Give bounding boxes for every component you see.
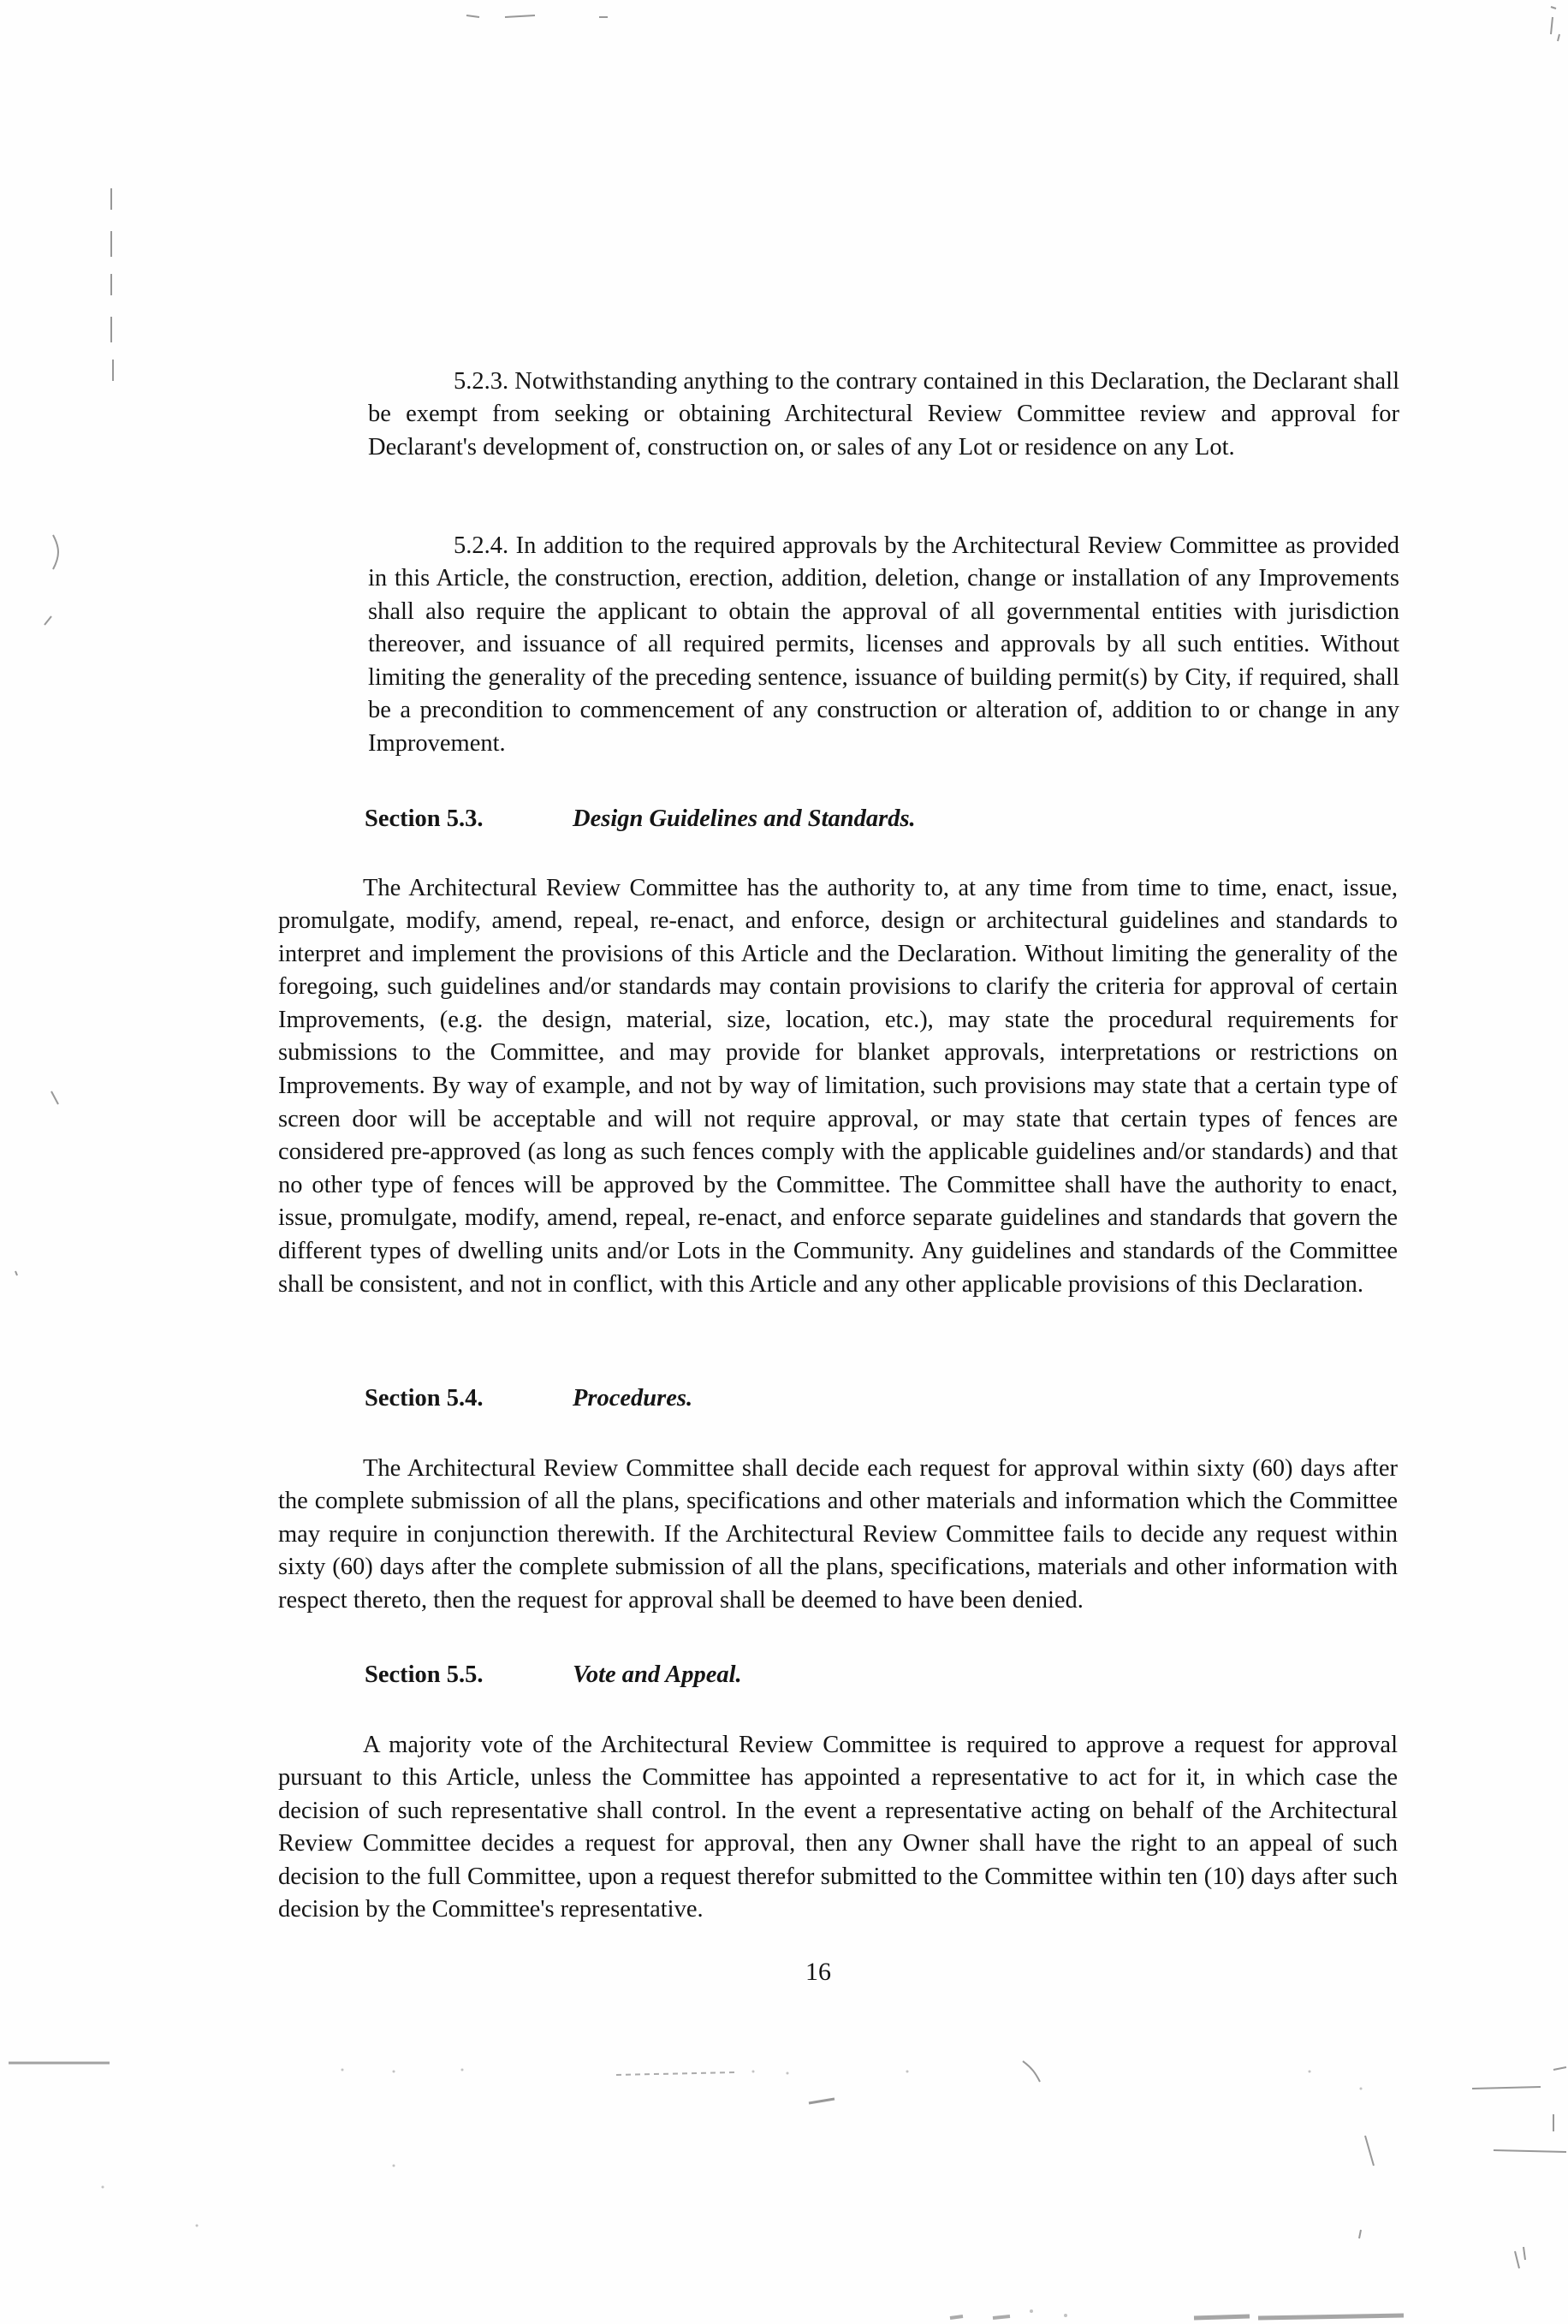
section-title: Procedures. <box>573 1385 693 1412</box>
page-number: 16 <box>805 1958 831 1986</box>
section-heading-5-4 <box>365 1382 693 1416</box>
paragraph-5-2-3: 5.2.3. Notwithstanding anything to the contrary contained in this Declaration, the Declarant shall be exempt from seeking or obtaining Architectural Review Committee review and approval for Declarant's development of, construction on, or sales of any Lot or residence on any Lot. <box>368 367 1399 461</box>
section-heading-5-5 <box>365 1659 742 1692</box>
section-body-5-3: The Architectural Review Committee has the authority to, at any time from time to time, enact, issue, promulgate, modify, amend, repeal, re-enact, and enforce, design or architectural guidelines and standards to interpret and implement the provisions of this Article and the Declaration. Without limiting the generality of the foregoing, such guidelines and/or standards may contain provisions to clarify the criteria for approval of certain Improvements, (e.g. the design, material, size, location, etc.), may state the procedural requirements for submissions to the Committee, and may provide for blanket approvals, interpretations or restrictions on Improvements. By way of example, and not by way of limitation, such provisions may state that a certain type of screen door will be acceptable and will not require approval, or may state that certain types of fences are considered pre-approved (as long as such fences comply with the applicable guidelines and/or standards) and that no other type of fences will be approved by the Committee. The Committee shall have the authority to enact, issue, promulgate, modify, amend, repeal, re-enact, and enforce separate guidelines and standards that govern the different types of dwelling units and/or Lots in the Community. Any guidelines and standards of the Committee shall be consistent, and not in conflict, with this Article and any other applicable provisions of this Declaration. <box>278 874 1398 1298</box>
section-number: Section 5.5. <box>365 1661 484 1688</box>
section-number: Section 5.4. <box>365 1385 484 1412</box>
section-body-5-5: A majority vote of the Architectural Review Committee is required to approve a request for approval pursuant to this Article, unless the Committee has appointed a representative to act for it, in which case the decision of such representative shall control. In the event a representative acting on behalf of the Architectural Review Committee decides a request for approval, then any Owner shall have the right to an appeal of such decision to the full Committee, upon a request therefor submitted to the Committee within ten (10) days after such decision by the Committee's representative. <box>278 1731 1398 1923</box>
section-number: Section 5.3. <box>365 805 484 832</box>
section-body-5-4: The Architectural Review Committee shall decide each request for approval within sixty (60) days after the complete submission of all the plans, specifications and other materials and information which the Committee may require in conjunction therewith. If the Architectural Review Committee fails to decide any request within sixty (60) days after the complete submission of all the plans, specifications, materials and other information with respect thereto, then the request for approval shall be deemed to have been denied. <box>278 1454 1398 1614</box>
section-title: Vote and Appeal. <box>573 1661 742 1688</box>
paragraph-5-2-4: 5.2.4. In addition to the required approvals by the Architectural Review Committee as provided in this Article, the construction, erection, addition, deletion, change or installation of any Improvements shall also require the applicant to obtain the approval of all governmental entities with jurisdiction thereover, and issuance of all required permits, licenses and approvals by all such entities. Without limiting the generality of the preceding sentence, issuance of building permit(s) by City, if required, shall be a precondition to commencement of any construction or alteration of, addition to or change in any Improvement. <box>368 532 1399 758</box>
section-title: Design Guidelines and Standards. <box>573 805 916 832</box>
section-heading-5-3 <box>365 803 916 836</box>
